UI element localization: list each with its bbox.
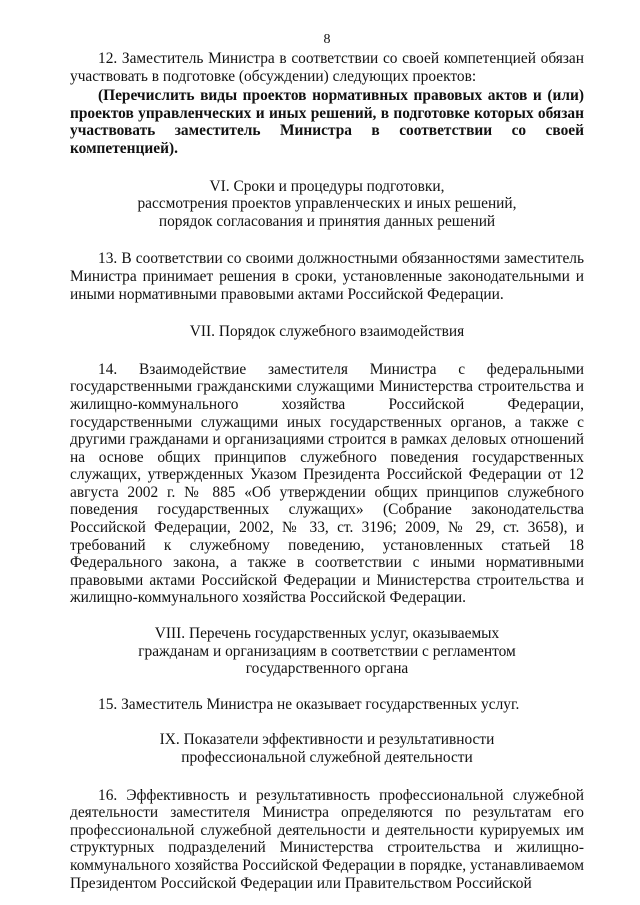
section-8-heading-line: VIII. Перечень государственных услуг, оказываемых: [154, 625, 500, 643]
paragraph-15: 15. Заместитель Министра не оказывает государственных услуг.: [98, 695, 520, 713]
section-6-heading-line: VI. Сроки и процедуры подготовки,: [209, 177, 445, 195]
section-6-heading-line: рассмотрения проектов управленческих и иных решений,: [137, 195, 517, 213]
section-9-heading-line: IX. Показатели эффективности и результативности: [159, 731, 495, 749]
section-7-heading-line: VII. Порядок служебного взаимодействия: [189, 323, 465, 341]
section-6-heading: [70, 178, 584, 231]
paragraph-14: 14. Взаимодействие заместителя Министра с федеральными государственными гражданскими служащими Министерства строительства и жилищно-коммунального хозяйства Российской Федерации, государственными служащими иных государственных органов, а также с другими гражданами и организациями строится в рамках деловых отношений на основе общих принципов служебного поведения государственных служащих, утвержденных Указом Президента Российской Федерации от 12 августа 2002 г. № 885 «Об утверждении общих принципов служебного поведения государственных служащих» (Собрание законодательства Российской Федерации, 2002, № 33, ст. 3196; 2009, № 29, ст. 3658), и требований к служебному поведению, установленных статьей 18 Федерального закона, а также в соответствии с иными нормативными правовыми актами Российской Федерации и Министерства строительства и жилищно-коммунального хозяйства Российской Федерации.: [70, 360, 584, 607]
paragraph-12: 12. Заместитель Министра в соответствии со своей компетенцией обязан участвовать в подготовке (обсуждении) следующих проектов:: [70, 50, 584, 85]
section-9-heading: [70, 731, 584, 766]
section-8-heading: [70, 625, 584, 678]
paragraph-12-note: (Перечислить виды проектов нормативных правовых актов и (или) проектов управленческих и иных решений, в подготовке которых обязан участвовать заместитель Министра в соответствии со своей компетенцией).: [70, 87, 584, 157]
page-number: 8: [323, 32, 331, 47]
paragraph-13: 13. В соответствии со своими должностными обязанностями заместитель Министра принимает решения в сроки, установленные законодательными и иными нормативными правовыми актами Российской Федерации.: [70, 250, 584, 303]
paragraph-16: 16. Эффективность и результативность профессиональной служебной деятельности заместителя Министра определяются по результатам его профессиональной служебной деятельности и деятельности курируемых им структурных подразделений Министерства строительства и жилищно-коммунального хозяйства Российской Федерации в порядке, устанавливаемом Президентом Российской Федерации или Правительством Российской: [70, 786, 584, 892]
section-6-heading-line: порядок согласования и принятия данных решений: [158, 212, 496, 230]
section-9-heading-line: профессиональной служебной деятельности: [181, 749, 473, 766]
section-8-heading-line: государственного органа: [245, 660, 409, 678]
section-8-heading-line: гражданам и организациям в соответствии с регламентом: [138, 642, 516, 660]
section-7-heading: [70, 323, 584, 341]
